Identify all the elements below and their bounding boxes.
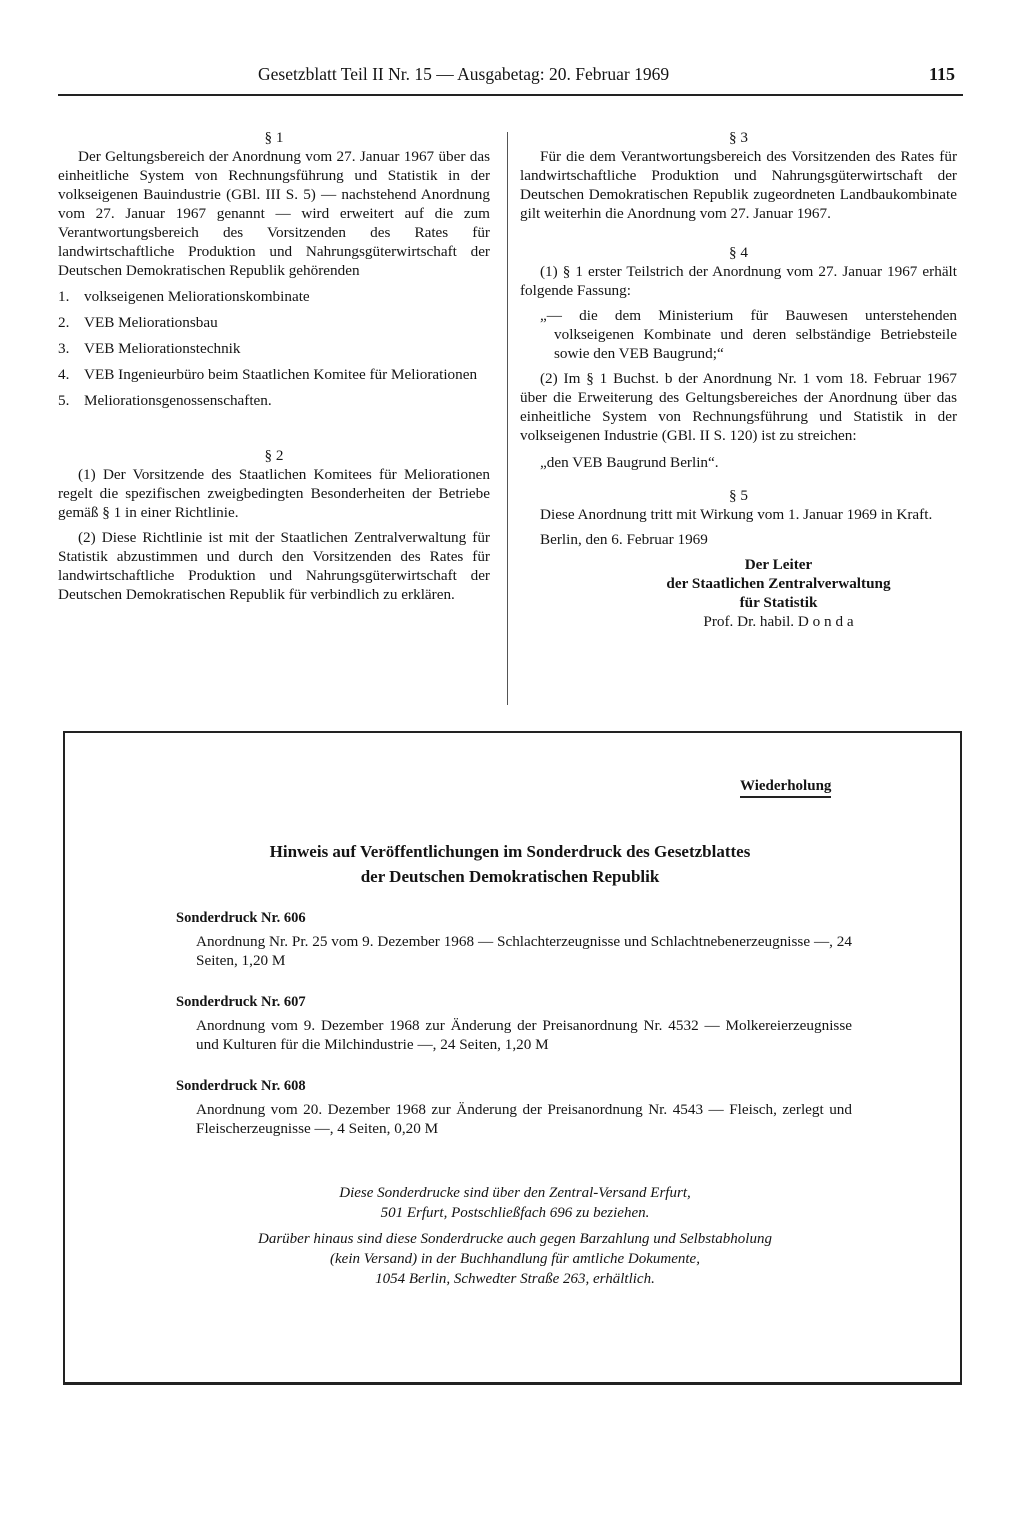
page-number: 115 xyxy=(928,64,955,84)
notice-box-bottom-rule xyxy=(63,1382,962,1385)
ordering-note-1 xyxy=(160,1183,870,1223)
sonderdruck-text: Anordnung vom 20. Dezember 1968 zur Änderung der Preisanordnung Nr. 4543 — Fleisch, zerlegt und Fleischerzeugnisse —, 4 Seiten, 0,20 M xyxy=(196,1101,852,1137)
list-item xyxy=(58,287,490,306)
list-item-number: 2. xyxy=(58,314,70,331)
list-item xyxy=(58,339,490,358)
list-item-number: 4. xyxy=(58,366,70,383)
place-and-date: Berlin, den 6. Februar 1969 xyxy=(540,531,708,548)
section-5-text: Diese Anordnung tritt mit Wirkung vom 1. Januar 1969 in Kraft. xyxy=(540,506,933,523)
list-item-text: VEB Ingenieurbüro beim Staatlichen Komitee für Meliorationen xyxy=(84,366,478,383)
notice-title xyxy=(150,839,870,889)
list-item-number: 5. xyxy=(58,392,70,409)
section-4-quote-2: „den VEB Baugrund Berlin“. xyxy=(540,454,719,471)
header-title: Gesetzblatt Teil II Nr. 15 — Ausgabetag: 20. Februar 1969 xyxy=(258,64,670,84)
list-item xyxy=(58,391,490,410)
ordering-note-2 xyxy=(160,1229,870,1289)
list-item-text: VEB Meliorationstechnik xyxy=(84,340,241,357)
section-4-heading: § 4 xyxy=(729,244,748,261)
left-column xyxy=(58,128,490,604)
signatory-name: Prof. Dr. habil. D o n d a xyxy=(703,613,854,630)
sonderdruck-text: Anordnung vom 9. Dezember 1968 zur Änderung der Preisanordnung Nr. 4532 — Molkereierzeugnisse und Kulturen für die Milchindustrie —, 24 Seiten, 1,20 M xyxy=(196,1017,852,1053)
list-item-text: Meliorationsgenossenschaften. xyxy=(84,392,272,409)
ordering-note-1-line-1: Diese Sonderdrucke sind über den Zentral-Versand Erfurt, xyxy=(339,1185,691,1201)
signature-block xyxy=(600,555,957,631)
section-2-paragraph-2: (2) Diese Richtlinie ist mit der Staatlichen Zentralverwaltung für Statistik abzustimmen und durch den Vorsitzenden des Rates für landwirtschaftliche Produktion und Nahrungsgüterwirtschaft der Deutschen Demokratischen Republik für verbindlich zu erklären. xyxy=(58,529,490,603)
section-3-heading: § 3 xyxy=(729,129,748,146)
list-item-text: VEB Meliorationsbau xyxy=(84,314,218,331)
sonderdruck-title: Sonderdruck Nr. 607 xyxy=(176,994,306,1010)
list-item-number: 1. xyxy=(58,288,70,305)
sonderdruck-text: Anordnung Nr. Pr. 25 vom 9. Dezember 1968 — Schlachterzeugnisse und Schlachtnebenerzeugnisse —, 24 Seiten, 1,20 M xyxy=(196,933,852,969)
section-1-text: Der Geltungsbereich der Anordnung vom 27. Januar 1967 über das einheitliche System von Rechnungsführung und Statistik in der volkseigenen Bauindustrie (GBl. III S. 5) — nachstehend Anordnung vom 27. Januar 1967 genannt — wird erweitert auf die zum Verantwortungsbereich des Vorsitzenden des Rates für landwirtschaftliche Produktion und Nahrungsgüterwirtschaft der Deutschen Demokratischen Republik gehörenden xyxy=(58,148,490,279)
signature-line-1: Der Leiter xyxy=(744,556,813,573)
section-1-heading: § 1 xyxy=(264,129,284,146)
sonderdruck-title: Sonderdruck Nr. 608 xyxy=(176,1078,306,1094)
notice-title-line-1: Hinweis auf Veröffentlichungen im Sonderdruck des Gesetzblattes xyxy=(269,842,751,861)
list-item-text: volkseigenen Meliorationskombinate xyxy=(84,288,310,305)
list-item-number: 3. xyxy=(58,340,70,357)
header-rule xyxy=(58,94,963,96)
section-1-list xyxy=(58,287,490,410)
signature-line-2: der Staatlichen Zentralverwaltung xyxy=(666,575,891,592)
page-header xyxy=(58,64,963,94)
list-item xyxy=(58,365,490,384)
list-item xyxy=(58,313,490,332)
sonderdruck-title: Sonderdruck Nr. 606 xyxy=(176,910,306,926)
signature-line-3: für Statistik xyxy=(739,594,818,611)
ordering-note-1-line-2: 501 Erfurt, Postschließfach 696 zu beziehen. xyxy=(380,1205,650,1221)
section-4-paragraph-2: (2) Im § 1 Buchst. b der Anordnung Nr. 1 vom 18. Februar 1967 über die Erweiterung des Geltungsbereiches der Anordnung über das einheitliche System von Rechnungsführung und Statistik in der volkseigenen Industrie (GBl. II S. 120) ist zu streichen: xyxy=(520,370,957,444)
notice-title-line-2: der Deutschen Demokratischen Republik xyxy=(360,867,660,886)
section-2-heading: § 2 xyxy=(264,447,284,464)
repeat-label: Wiederholung xyxy=(740,778,831,798)
section-5-heading: § 5 xyxy=(729,487,748,504)
ordering-note-2-line-3: 1054 Berlin, Schwedter Straße 263, erhältlich. xyxy=(375,1271,655,1287)
ordering-note-2-line-1: Darüber hinaus sind diese Sonderdrucke auch gegen Barzahlung und Selbstabholung xyxy=(258,1231,772,1247)
right-column xyxy=(520,128,957,631)
section-4-paragraph-1: (1) § 1 erster Teilstrich der Anordnung vom 27. Januar 1967 erhält folgende Fassung: xyxy=(520,263,957,299)
column-divider xyxy=(507,132,508,705)
section-3-text: Für die dem Verantwortungsbereich des Vorsitzenden des Rates für landwirtschaftliche Produktion und Nahrungsgüterwirtschaft der Deutschen Demokratischen Republik zugeordneten Landbaukombinate gilt weiterhin die Anordnung vom 27. Januar 1967. xyxy=(520,148,957,222)
section-2-paragraph-1: (1) Der Vorsitzende des Staatlichen Komitees für Meliorationen regelt die spezifischen zweigbedingten Besonderheiten der Betriebe gemäß § 1 in einer Richtlinie. xyxy=(58,466,490,521)
section-4-quote-1: „— die dem Ministerium für Bauwesen unterstehenden volkseigenen Kombinate und deren selbständige Betriebsteile sowie den VEB Baugrund;“ xyxy=(540,307,957,362)
ordering-note-2-line-2: (kein Versand) in der Buchhandlung für amtliche Dokumente, xyxy=(330,1251,700,1267)
